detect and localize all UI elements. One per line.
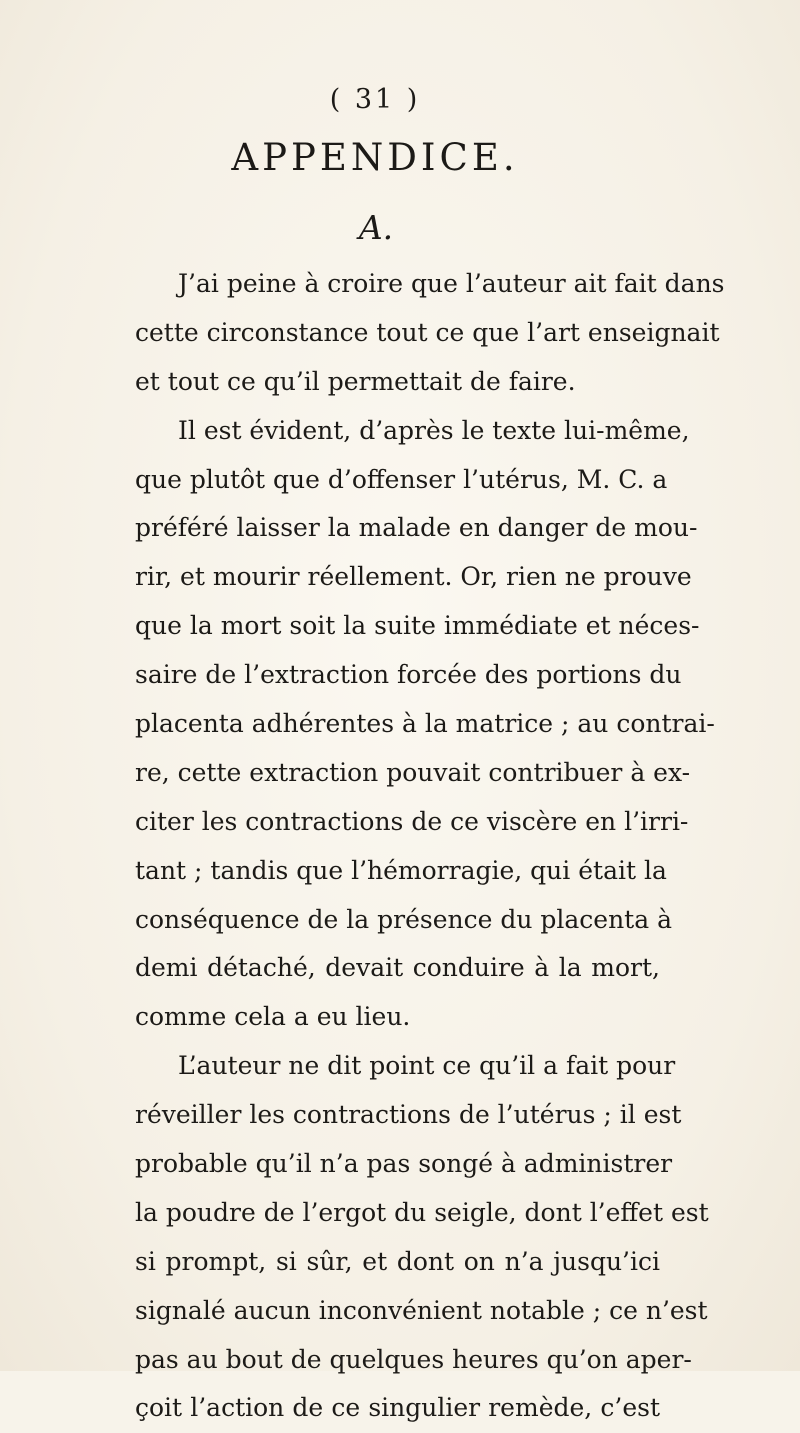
text-line: citer les contractions de ce viscère en l’irri- bbox=[135, 806, 689, 836]
text-line: placenta adhérentes à la matrice ; au contrai- bbox=[135, 709, 715, 739]
text-line: comme cela a eu lieu. bbox=[135, 1002, 411, 1032]
text-line: la poudre de l’ergot du seigle, dont l’effet est bbox=[135, 1197, 709, 1227]
text-line: rir, et mourir réellement. Or, rien ne prouve bbox=[135, 562, 692, 592]
text-line: que plutôt que d’offenser l’utérus, M. C. a bbox=[135, 464, 668, 494]
text-line: signalé aucun inconvénient notable ; ce n’est bbox=[135, 1295, 708, 1325]
text-line: et tout ce qu’il permettait de faire. bbox=[135, 366, 576, 396]
text-line: pas au bout de quelques heures qu’on aper- bbox=[135, 1344, 692, 1374]
text-line: tant ; tandis que l’hémorragie, qui était la bbox=[135, 855, 667, 885]
text-line: demi détaché, devait conduire à la mort, bbox=[135, 953, 660, 983]
appendix-heading: APPENDICE. bbox=[231, 136, 519, 179]
text-line: re, cette extraction pouvait contribuer à ex- bbox=[135, 757, 691, 787]
text-line: que la mort soit la suite immédiate et néces- bbox=[135, 611, 700, 641]
text-line: cette circonstance tout ce que l’art enseignait bbox=[135, 317, 720, 347]
text-line: conséquence de la présence du placenta à bbox=[135, 904, 672, 934]
text-line: préféré laisser la malade en danger de mou- bbox=[135, 513, 698, 543]
text-line: réveiller les contractions de l’utérus ; il est bbox=[135, 1100, 682, 1130]
text-line: saire de l’extraction forcée des portions du bbox=[135, 660, 682, 690]
text-line: L’auteur ne dit point ce qu’il a fait pour bbox=[178, 1051, 676, 1081]
text-line: si prompt, si sûr, et dont on n’a jusqu’ici bbox=[135, 1246, 660, 1276]
body-text bbox=[135, 260, 725, 1433]
text-line: çoit l’action de ce singulier remède, c’est bbox=[135, 1393, 660, 1423]
page-number: ( 31 ) bbox=[329, 84, 421, 115]
section-letter: A. bbox=[358, 208, 394, 247]
text-line: Il est évident, d’après le texte lui-même, bbox=[178, 415, 690, 445]
text-line: J’ai peine à croire que l’auteur ait fait dans bbox=[178, 269, 725, 298]
text-line: probable qu’il n’a pas songé à administrer bbox=[135, 1149, 673, 1179]
